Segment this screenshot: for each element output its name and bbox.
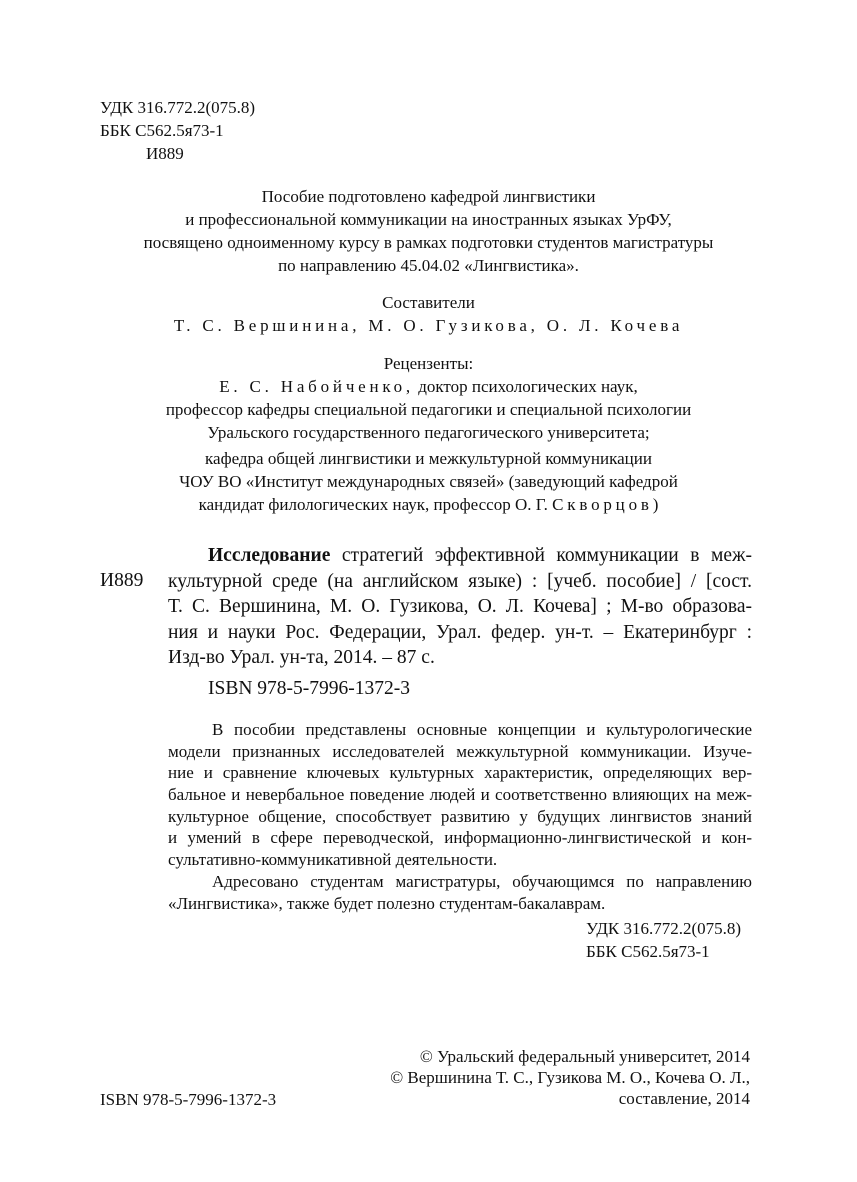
reviewer-1-line-3: Уральского государственного педагогического университета; <box>207 423 650 442</box>
catalog-line-3: Т. С. Вершинина, М. О. Гузикова, О. Л. Кочева] ; М-во образова- <box>168 596 752 617</box>
bbk-code-right: ББК С562.5я73-1 <box>586 942 710 961</box>
copyright-block <box>390 1046 750 1109</box>
reviewer-2-name: Скворцов <box>552 495 653 514</box>
classification-codes <box>100 97 255 166</box>
author-index: И889 <box>146 144 184 163</box>
catalog-isbn: ISBN 978-5-7996-1372-3 <box>208 678 411 699</box>
catalog-line-1 <box>168 543 752 569</box>
preface-line: по направлению 45.04.02 «Лингвистика». <box>278 256 579 275</box>
copyright-line: © Вершинина Т. С., Гузикова М. О., Кочева О. Л., <box>390 1068 750 1087</box>
reviewer-1-title: доктор психологических наук, <box>418 377 638 396</box>
catalog-title-rest: стратегий эффективной коммуникации в меж- <box>330 545 752 566</box>
copyright-line: составление, 2014 <box>618 1089 750 1108</box>
reviewer-1-line-1 <box>60 376 797 399</box>
compilers-names: Т. С. Вершинина, М. О. Гузикова, О. Л. Кочева <box>173 316 684 335</box>
udk-code: УДК 316.772.2(075.8) <box>100 98 256 117</box>
abstract-line: В пособии представлены основные концепции и культурологические <box>212 720 752 739</box>
reviewer-2-line-1: кафедра общей лингвистики и межкультурной коммуникации <box>205 449 652 468</box>
abstract-line: Адресовано студентам магистратуры, обучающимся по направлению <box>212 871 752 891</box>
preface-line: Пособие подготовлено кафедрой лингвистики <box>261 187 596 206</box>
isbn-bottom: ISBN 978-5-7996-1372-3 <box>100 1090 277 1109</box>
catalog-line-2: культурной среде (на английском языке) : [учеб. пособие] / [сост. <box>168 570 752 592</box>
abstract-line: культурное общение, способствует развитию у будущих лингвистов знаний <box>168 806 752 826</box>
abstract-line: модели признанных исследователей межкультурной коммуникации. Изуче- <box>168 741 752 761</box>
preface-line: посвящено одноименному курсу в рамках подготовки студентов магистратуры <box>143 233 714 252</box>
abstract-line: ние и сравнение ключевых культурных характеристик, определяющих вер- <box>168 763 752 783</box>
abstract <box>168 719 752 914</box>
abstract-line: бальное и невербальное поведение людей и соответственно влияющих на меж- <box>168 785 752 805</box>
copyright-line: © Уральский федеральный университет, 2014 <box>419 1047 750 1066</box>
reviewer-2-close: ) <box>652 495 659 514</box>
reviewer-2-line-2: ЧОУ ВО «Институт международных связей» (заведующий кафедрой <box>179 472 678 491</box>
bbk-code: ББК С562.5я73-1 <box>100 121 224 140</box>
preface <box>60 186 797 278</box>
abstract-line: сультативно-коммуникативной деятельности. <box>168 850 498 870</box>
reviewer-2-line-3 <box>60 494 797 517</box>
catalog-line-4: ния и науки Рос. Федерации, Урал. федер. ун-т. – Екатеринбург : <box>168 621 752 643</box>
reviewers-heading: Рецензенты: <box>383 354 474 373</box>
reviewers <box>60 353 797 517</box>
catalog-index: И889 <box>100 570 144 591</box>
right-classification-codes <box>586 918 741 964</box>
reviewer-1-name: Е. С. Набойченко, <box>219 377 414 396</box>
reviewer-2-prefix: кандидат филологических наук, профессор О. Г. <box>198 495 548 514</box>
preface-line: и профессиональной коммуникации на иностранных языках УрФУ, <box>185 210 672 229</box>
catalog-title-bold: Исследование <box>208 545 331 566</box>
catalog-entry <box>168 543 752 671</box>
reviewer-1-line-2: профессор кафедры специальной педагогики и специальной психологии <box>165 400 692 419</box>
catalog-line-5: Изд-во Урал. ун-та, 2014. – 87 с. <box>168 647 435 668</box>
compilers-heading: Составители <box>382 293 475 312</box>
udk-code-right: УДК 316.772.2(075.8) <box>586 919 742 938</box>
abstract-line: «Лингвистика», также будет полезно студентам-бакалаврам. <box>168 893 606 913</box>
abstract-line: и умений в сфере переводческой, информационно-лингвистической и кон- <box>168 828 752 848</box>
compilers <box>60 292 797 338</box>
